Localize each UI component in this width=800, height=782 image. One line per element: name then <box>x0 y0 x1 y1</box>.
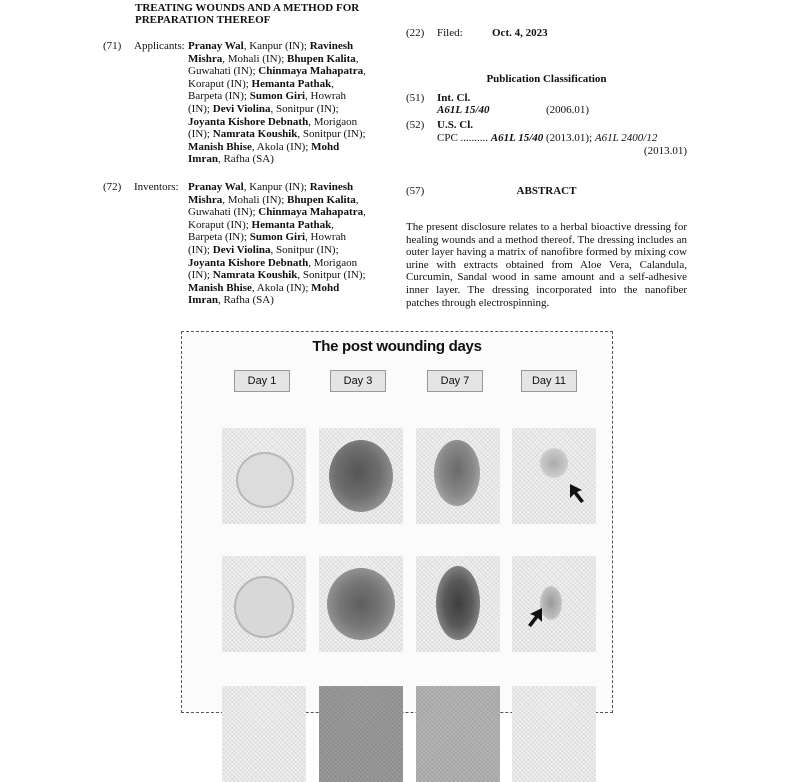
person-name: Hemanta Pathak <box>251 77 332 90</box>
name-line <box>188 244 388 257</box>
inventors-list <box>188 181 388 307</box>
applicants-code: (71) <box>103 40 122 52</box>
person-name: Mishra <box>188 193 223 206</box>
wound-photo-r1-day1 <box>222 428 306 524</box>
person-name: Bhupen Kalita <box>287 193 356 206</box>
arrow-icon <box>524 606 544 628</box>
filed-label: Filed: <box>437 27 463 39</box>
publication-classification-heading: Publication Classification <box>486 73 607 85</box>
person-name: Devi Violina <box>212 102 271 115</box>
location-text: , Kanpur (IN); <box>243 181 310 193</box>
int-cl-code: (51) <box>406 92 425 104</box>
person-name: Ravinesh <box>309 40 354 52</box>
name-line <box>188 141 388 154</box>
wound-photo-r3-day1 <box>222 686 306 782</box>
wound-spot <box>540 448 568 478</box>
location-text: , <box>355 52 359 65</box>
location-text: (IN); <box>188 269 213 282</box>
person-name: Chinmaya Mahapatra <box>258 206 364 219</box>
person-name: Manish Bhise <box>188 281 252 294</box>
person-name: Manish Bhise <box>188 140 252 153</box>
location-text: , Sonitpur (IN); <box>270 243 339 256</box>
location-text: , Morigaon <box>308 256 358 269</box>
int-cl-label: Int. Cl. <box>437 92 471 104</box>
person-name: Sumon Giri <box>249 231 306 244</box>
wound-spot <box>234 576 294 638</box>
name-line <box>188 40 388 53</box>
location-text: , Akola (IN); <box>251 281 312 294</box>
applicants-label: Applicants: <box>134 40 185 52</box>
location-text: , Sonitpur (IN); <box>297 269 366 282</box>
person-name: Pranay Wal <box>188 40 244 52</box>
location-text: , <box>363 65 366 78</box>
name-line <box>188 65 388 78</box>
cpc-class-2: A61L 2400/12 <box>594 132 658 144</box>
name-line <box>188 282 388 295</box>
wound-photo-r3-day3 <box>319 686 403 782</box>
arrow-icon <box>568 482 588 504</box>
name-line <box>188 53 388 66</box>
wound-photo-r1-day7 <box>416 428 500 524</box>
location-text: , Mohali (IN); <box>222 193 287 206</box>
wound-spot <box>327 568 395 640</box>
inventors-label: Inventors: <box>134 181 179 193</box>
wound-spot <box>329 440 393 512</box>
name-line <box>188 153 388 166</box>
inventors-code: (72) <box>103 181 122 193</box>
location-text: , Howrah <box>305 231 346 244</box>
location-text: (IN); <box>188 243 213 256</box>
us-cl-label: U.S. Cl. <box>437 119 474 131</box>
name-line <box>188 78 388 91</box>
location-text: , Howrah <box>305 90 346 103</box>
wound-photo-r2-day1 <box>222 556 306 652</box>
person-name: Pranay Wal <box>188 181 244 193</box>
name-line <box>188 194 388 207</box>
wound-spot <box>434 440 480 506</box>
name-line <box>188 116 388 129</box>
filed-code: (22) <box>406 27 425 39</box>
name-line <box>188 181 388 194</box>
cpc-year-2: (2013.01) <box>643 145 687 157</box>
location-text: Barpeta (IN); <box>188 90 250 103</box>
location-text: , <box>363 206 366 219</box>
person-name: Imran <box>188 153 218 166</box>
wound-photo-r1-day3 <box>319 428 403 524</box>
wound-photo-r3-day11 <box>512 686 596 782</box>
wound-spot <box>236 452 294 508</box>
wound-photo-r1-day11 <box>512 428 596 524</box>
day-label-4: Day 11 <box>521 370 577 392</box>
location-text: , <box>331 77 335 90</box>
location-text: Guwahati (IN); <box>188 65 259 78</box>
name-line <box>188 231 388 244</box>
day-label-3: Day 7 <box>427 370 483 392</box>
person-name: Namrata Koushik <box>212 128 298 141</box>
location-text: , Mohali (IN); <box>222 52 287 65</box>
filed-date: Oct. 4, 2023 <box>492 27 548 39</box>
location-text: , Akola (IN); <box>251 140 312 153</box>
location-text: Guwahati (IN); <box>188 206 259 219</box>
name-line <box>188 206 388 219</box>
day-label-2: Day 3 <box>330 370 386 392</box>
wound-photo-r2-day3 <box>319 556 403 652</box>
cpc-line <box>437 132 687 145</box>
name-line <box>188 219 388 232</box>
person-name: Mohd <box>311 281 340 294</box>
location-text: (IN); <box>188 128 213 141</box>
location-text: (IN); <box>188 102 213 115</box>
person-name: Bhupen Kalita <box>287 52 356 65</box>
name-line <box>188 90 388 103</box>
person-name: Mohd <box>311 140 340 153</box>
person-name: Sumon Giri <box>249 90 306 103</box>
title-line-2: PREPARATION THEREOF <box>135 14 271 26</box>
int-cl-year: (2006.01) <box>546 104 590 116</box>
day-label-1: Day 1 <box>234 370 290 392</box>
person-name: Hemanta Pathak <box>251 218 332 231</box>
location-text: , <box>331 218 335 231</box>
person-name: Mishra <box>188 52 223 65</box>
patent-title <box>135 2 395 26</box>
person-name: Joyanta Kishore Debnath <box>188 115 309 128</box>
person-name: Joyanta Kishore Debnath <box>188 256 309 269</box>
location-text: , Rafha (SA) <box>217 153 274 166</box>
abstract-text: The present disclosure relates to a herbal bioactive dressing for healing wounds and a method thereof. The dressing includes an outer layer having a matrix of nanofibre formed by mixing cow urine with extracts obtained from Aloe Vera, Calandula, Curcumin, Sandal wood in same amount and a self-adhesive inner layer. The dressing incorporated into the nanofiber patches through electrospinning. <box>406 221 687 309</box>
wound-photo-r2-day7 <box>416 556 500 652</box>
figure-title: The post wounding days <box>312 338 482 355</box>
cpc-class: A61L 15/40 <box>490 132 544 144</box>
location-text: , <box>355 193 359 206</box>
location-text: Koraput (IN); <box>188 77 252 90</box>
location-text: , Sonitpur (IN); <box>270 102 339 115</box>
person-name: Ravinesh <box>309 181 354 193</box>
person-name: Imran <box>188 294 218 307</box>
name-line <box>188 257 388 270</box>
abstract-code: (57) <box>406 185 425 197</box>
name-line <box>188 294 388 307</box>
int-cl-class: A61L 15/40 <box>437 104 490 116</box>
abstract-heading: ABSTRACT <box>516 185 577 197</box>
cpc-year: (2013.01); <box>546 132 593 144</box>
applicants-list <box>188 40 388 166</box>
location-text: Barpeta (IN); <box>188 231 250 244</box>
wound-healing-figure <box>181 331 613 713</box>
wound-photo-r3-day7 <box>416 686 500 782</box>
name-line <box>188 103 388 116</box>
location-text: Koraput (IN); <box>188 218 252 231</box>
person-name: Chinmaya Mahapatra <box>258 65 364 78</box>
person-name: Devi Violina <box>212 243 271 256</box>
location-text: , Sonitpur (IN); <box>297 128 366 141</box>
name-line <box>188 128 388 141</box>
wound-photo-r2-day11 <box>512 556 596 652</box>
wound-spot <box>436 566 480 640</box>
location-text: , Morigaon <box>308 115 358 128</box>
name-line <box>188 269 388 282</box>
cpc-label: CPC .......... <box>437 132 489 144</box>
title-line-1: TREATING WOUNDS AND A METHOD FOR <box>135 2 360 14</box>
location-text: , Kanpur (IN); <box>243 40 310 52</box>
us-cl-code: (52) <box>406 119 425 131</box>
location-text: , Rafha (SA) <box>217 294 274 307</box>
person-name: Namrata Koushik <box>212 269 298 282</box>
